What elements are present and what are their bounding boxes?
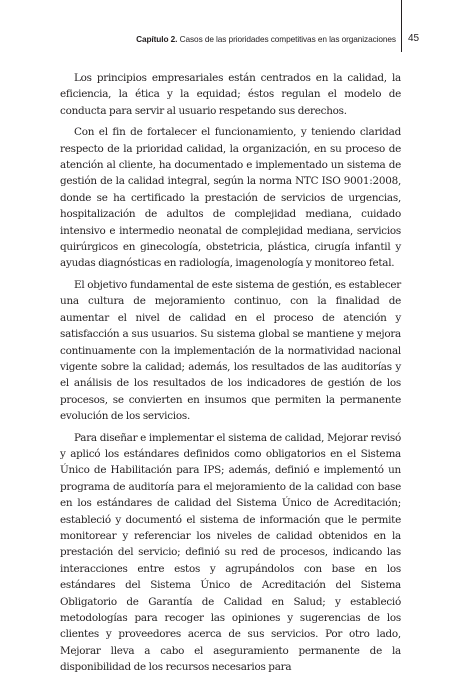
page-number: 45: [408, 33, 420, 44]
paragraph-1: Los principios empresariales están centrados en la calidad, la eficiencia, la ética y la equidad; éstos regulan el modelo de conducta para servir al usuario respetando sus derechos.: [60, 72, 401, 117]
running-header: [60, 34, 396, 44]
body-text: [60, 70, 401, 681]
chapter-label: Capítulo 2.: [136, 34, 178, 44]
paragraph-2: Con el fin de fortalecer el funcionamiento, y teniendo claridad respecto de la prioridad calidad, la organización, en su proceso de atención al cliente, ha documentado e implementado un sistema de gestión de la calidad integral, según la norma NTC ISO 9001:2008, donde se ha certificado la prestación de servicios de urgencias, hospitalización de adultos de complejidad mediana, cuidado intensivo e intermedio neonatal de complejidad mediana, servicios quirúrgicos en ginecología, obstetricia, plástica, cirugía infantil y ayudas diagnósticas en radiología, imagenología y monitoreo fetal.: [60, 126, 401, 270]
chapter-title: Casos de las prioridades competitivas en las organizaciones: [179, 34, 396, 44]
paragraph-3: El objetivo fundamental de este sistema de gestión, es establecer una cultura de mejoramiento continuo, con la finalidad de aumentar el nivel de calidad en el proceso de atención y satisfacción a sus usuarios. Su sistema global se mantiene y mejora continuamente con la implementación de la normatividad nacional vigente sobre la calidad; además, los resultados de las auditorías y el análisis de los resultados de los indicadores de gestión de los procesos, se convierten en insumos que permiten la permanente evolución de los servicios.: [60, 278, 401, 423]
paragraph-4: Para diseñar e implementar el sistema de calidad, Mejorar revisó y aplicó los estándares definidos como obligatorios en el Sistema Único de Habilitación para IPS; además, definió e implementó un programa de auditoría para el mejoramiento de la calidad con base en los estándares de calidad del Sistema Único de Acreditación; estableció y documentó el sistema de información que le permite monitorear y referenciar los niveles de calidad obtenidos en la prestación del servicio; definió su red de procesos, indicando las interacciones entre estos y agrupándolos con base en los estándares del Sistema Único de Acreditación del Sistema Obligatorio de Garantía de Calidad en Salud; y estableció metodologías para recoger las opiniones y sugerencias de los clientes y proveedores acerca de sus servicios. Por otro lado, Mejorar lleva a cabo el aseguramiento permanente de la disponibilidad de los recursos necesarios para: [60, 431, 401, 674]
header-divider: [401, 0, 402, 52]
